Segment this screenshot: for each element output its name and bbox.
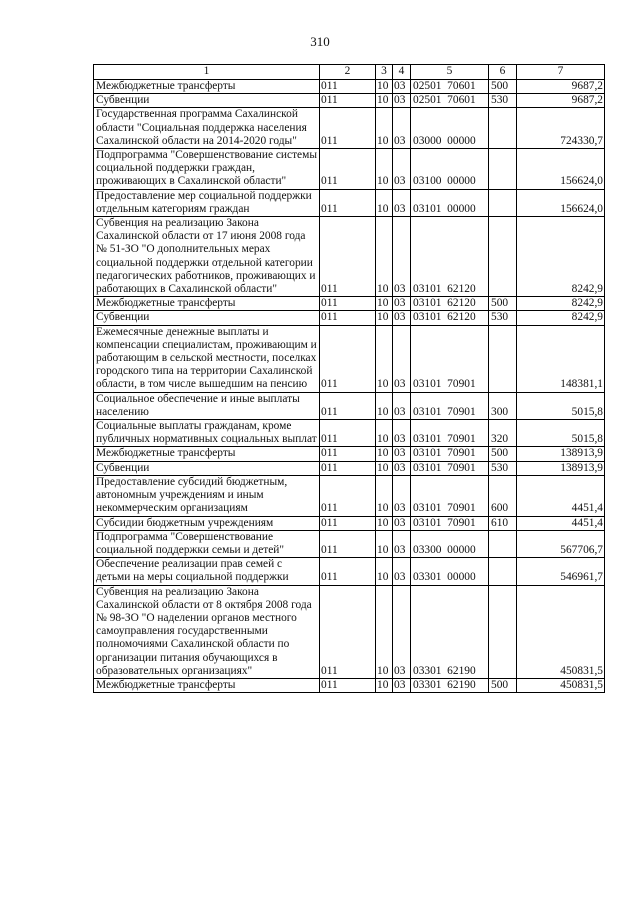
target-article-cell: 03101 62120: [411, 311, 489, 325]
ministry-code-cell: 011: [320, 447, 376, 461]
ministry-code-cell: 011: [320, 558, 376, 585]
subsection-code-cell: 03: [393, 149, 411, 190]
amount-cell: 4451,4: [517, 516, 605, 530]
ministry-code-cell: 011: [320, 678, 376, 692]
amount-cell: 138913,9: [517, 447, 605, 461]
section-code-cell: 10: [376, 461, 393, 475]
ministry-code-cell: 011: [320, 420, 376, 447]
row-name-cell: Межбюджетные трансферты: [94, 297, 320, 311]
amount-cell: 156624,0: [517, 149, 605, 190]
table-row: [94, 325, 605, 392]
amount-cell: 450831,5: [517, 678, 605, 692]
ministry-code-cell: 011: [320, 325, 376, 392]
row-name-cell: Межбюджетные трансферты: [94, 678, 320, 692]
header-cell: 3: [376, 65, 393, 80]
ministry-code-cell: 011: [320, 80, 376, 94]
amount-cell: 724330,7: [517, 108, 605, 149]
table-row: [94, 392, 605, 419]
row-name-cell: Субвенция на реализацию Закона Сахалинской области от 8 октября 2008 года № 98-ЗО "О наделении органов местного самоуправления государственными полномочиями Сахалинской области по организации питания обучающихся в образовательных организациях": [94, 585, 320, 678]
row-name-cell: Субсидии бюджетным учреждениям: [94, 516, 320, 530]
target-article-cell: 03301 62190: [411, 678, 489, 692]
table-row: [94, 530, 605, 557]
table-row: [94, 678, 605, 692]
subsection-code-cell: 03: [393, 311, 411, 325]
row-name-cell: Предоставление субсидий бюджетным, автономным учреждениям и иным некоммерческим организациям: [94, 475, 320, 516]
amount-cell: 148381,1: [517, 325, 605, 392]
target-article-cell: 03101 70901: [411, 325, 489, 392]
target-article-cell: 03300 00000: [411, 530, 489, 557]
amount-cell: 4451,4: [517, 475, 605, 516]
target-article-cell: 03101 70901: [411, 461, 489, 475]
section-code-cell: 10: [376, 475, 393, 516]
table-row: [94, 108, 605, 149]
expense-type-cell: [489, 585, 517, 678]
target-article-cell: 03100 00000: [411, 149, 489, 190]
table-row: [94, 311, 605, 325]
ministry-code-cell: 011: [320, 108, 376, 149]
table-row: [94, 558, 605, 585]
expense-type-cell: [489, 149, 517, 190]
ministry-code-cell: 011: [320, 297, 376, 311]
section-code-cell: 10: [376, 297, 393, 311]
row-name-cell: Субвенция на реализацию Закона Сахалинской области от 17 июня 2008 года № 51-ЗО "О дополнительных мерах социальной поддержки отдельной категории педагогических работников, проживающих и работающих в Сахалинской области": [94, 217, 320, 297]
section-code-cell: 10: [376, 80, 393, 94]
ministry-code-cell: 011: [320, 94, 376, 108]
subsection-code-cell: 03: [393, 217, 411, 297]
table-row: [94, 94, 605, 108]
subsection-code-cell: 03: [393, 392, 411, 419]
subsection-code-cell: 03: [393, 325, 411, 392]
row-name-cell: Социальное обеспечение и иные выплаты населению: [94, 392, 320, 419]
table-row: [94, 80, 605, 94]
ministry-code-cell: 011: [320, 585, 376, 678]
target-article-cell: 03000 00000: [411, 108, 489, 149]
table-row: [94, 447, 605, 461]
expense-type-cell: 500: [489, 678, 517, 692]
expense-type-cell: [489, 108, 517, 149]
target-article-cell: 03301 62190: [411, 585, 489, 678]
target-article-cell: 03101 70901: [411, 447, 489, 461]
expense-type-cell: 500: [489, 297, 517, 311]
subsection-code-cell: 03: [393, 420, 411, 447]
expense-type-cell: [489, 217, 517, 297]
header-cell: 5: [411, 65, 489, 80]
target-article-cell: 02501 70601: [411, 80, 489, 94]
subsection-code-cell: 03: [393, 516, 411, 530]
section-code-cell: 10: [376, 585, 393, 678]
row-name-cell: Обеспечение реализации прав семей с детьми на меры социальной поддержки: [94, 558, 320, 585]
subsection-code-cell: 03: [393, 80, 411, 94]
row-name-cell: Подпрограмма "Совершенствование социальной поддержки семьи и детей": [94, 530, 320, 557]
expense-type-cell: 320: [489, 420, 517, 447]
table-row: [94, 475, 605, 516]
subsection-code-cell: 03: [393, 678, 411, 692]
row-name-cell: Подпрограмма "Совершенствование системы социальной поддержки граждан, проживающих в Сахалинской области": [94, 149, 320, 190]
section-code-cell: 10: [376, 530, 393, 557]
expense-type-cell: 530: [489, 311, 517, 325]
section-code-cell: 10: [376, 392, 393, 419]
amount-cell: 9687,2: [517, 94, 605, 108]
subsection-code-cell: 03: [393, 585, 411, 678]
target-article-cell: 03101 70901: [411, 392, 489, 419]
target-article-cell: 02501 70601: [411, 94, 489, 108]
row-name-cell: Субвенции: [94, 94, 320, 108]
target-article-cell: 03101 62120: [411, 217, 489, 297]
table-row: [94, 217, 605, 297]
budget-table: [93, 64, 605, 693]
expense-type-cell: [489, 558, 517, 585]
row-name-cell: Межбюджетные трансферты: [94, 447, 320, 461]
ministry-code-cell: 011: [320, 475, 376, 516]
amount-cell: 5015,8: [517, 420, 605, 447]
table-row: [94, 189, 605, 216]
row-name-cell: Ежемесячные денежные выплаты и компенсации специалистам, проживающим и работающим в сельской местности, поселках городского типа на территории Сахалинской области, в том числе вышедшим на пенсию: [94, 325, 320, 392]
expense-type-cell: 530: [489, 94, 517, 108]
ministry-code-cell: 011: [320, 311, 376, 325]
amount-cell: 8242,9: [517, 217, 605, 297]
section-code-cell: 10: [376, 189, 393, 216]
subsection-code-cell: 03: [393, 447, 411, 461]
expense-type-cell: 530: [489, 461, 517, 475]
section-code-cell: 10: [376, 217, 393, 297]
section-code-cell: 10: [376, 678, 393, 692]
amount-cell: 546961,7: [517, 558, 605, 585]
expense-type-cell: [489, 325, 517, 392]
amount-cell: 138913,9: [517, 461, 605, 475]
subsection-code-cell: 03: [393, 94, 411, 108]
table-row: [94, 297, 605, 311]
amount-cell: 567706,7: [517, 530, 605, 557]
section-code-cell: 10: [376, 516, 393, 530]
expense-type-cell: 500: [489, 447, 517, 461]
section-code-cell: 10: [376, 447, 393, 461]
section-code-cell: 10: [376, 311, 393, 325]
section-code-cell: 10: [376, 149, 393, 190]
subsection-code-cell: 03: [393, 189, 411, 216]
expense-type-cell: 610: [489, 516, 517, 530]
expense-type-cell: 300: [489, 392, 517, 419]
amount-cell: 450831,5: [517, 585, 605, 678]
target-article-cell: 03101 70901: [411, 516, 489, 530]
header-cell: 1: [94, 65, 320, 80]
expense-type-cell: [489, 530, 517, 557]
header-cell: 7: [517, 65, 605, 80]
expense-type-cell: 500: [489, 80, 517, 94]
ministry-code-cell: 011: [320, 189, 376, 216]
subsection-code-cell: 03: [393, 297, 411, 311]
expense-type-cell: 600: [489, 475, 517, 516]
header-cell: 2: [320, 65, 376, 80]
table-row: [94, 420, 605, 447]
section-code-cell: 10: [376, 558, 393, 585]
section-code-cell: 10: [376, 108, 393, 149]
ministry-code-cell: 011: [320, 461, 376, 475]
section-code-cell: 10: [376, 325, 393, 392]
amount-cell: 5015,8: [517, 392, 605, 419]
subsection-code-cell: 03: [393, 108, 411, 149]
subsection-code-cell: 03: [393, 475, 411, 516]
subsection-code-cell: 03: [393, 558, 411, 585]
target-article-cell: 03101 70901: [411, 475, 489, 516]
section-code-cell: 10: [376, 420, 393, 447]
row-name-cell: Государственная программа Сахалинской области "Социальная поддержка населения Сахалинской области на 2014-2020 годы": [94, 108, 320, 149]
table-header-row: [94, 65, 605, 80]
table-row: [94, 149, 605, 190]
amount-cell: 8242,9: [517, 311, 605, 325]
subsection-code-cell: 03: [393, 461, 411, 475]
amount-cell: 156624,0: [517, 189, 605, 216]
row-name-cell: Предоставление мер социальной поддержки отдельным категориям граждан: [94, 189, 320, 216]
row-name-cell: Межбюджетные трансферты: [94, 80, 320, 94]
ministry-code-cell: 011: [320, 530, 376, 557]
section-code-cell: 10: [376, 94, 393, 108]
expense-type-cell: [489, 189, 517, 216]
target-article-cell: 03101 00000: [411, 189, 489, 216]
ministry-code-cell: 011: [320, 392, 376, 419]
table-row: [94, 585, 605, 678]
ministry-code-cell: 011: [320, 149, 376, 190]
subsection-code-cell: 03: [393, 530, 411, 557]
ministry-code-cell: 011: [320, 516, 376, 530]
target-article-cell: 03101 70901: [411, 420, 489, 447]
row-name-cell: Субвенции: [94, 461, 320, 475]
table-row: [94, 516, 605, 530]
header-cell: 4: [393, 65, 411, 80]
table-row: [94, 461, 605, 475]
page-number: 310: [310, 34, 330, 49]
target-article-cell: 03301 00000: [411, 558, 489, 585]
row-name-cell: Субвенции: [94, 311, 320, 325]
ministry-code-cell: 011: [320, 217, 376, 297]
amount-cell: 9687,2: [517, 80, 605, 94]
amount-cell: 8242,9: [517, 297, 605, 311]
target-article-cell: 03101 62120: [411, 297, 489, 311]
row-name-cell: Социальные выплаты гражданам, кроме публичных нормативных социальных выплат: [94, 420, 320, 447]
header-cell: 6: [489, 65, 517, 80]
